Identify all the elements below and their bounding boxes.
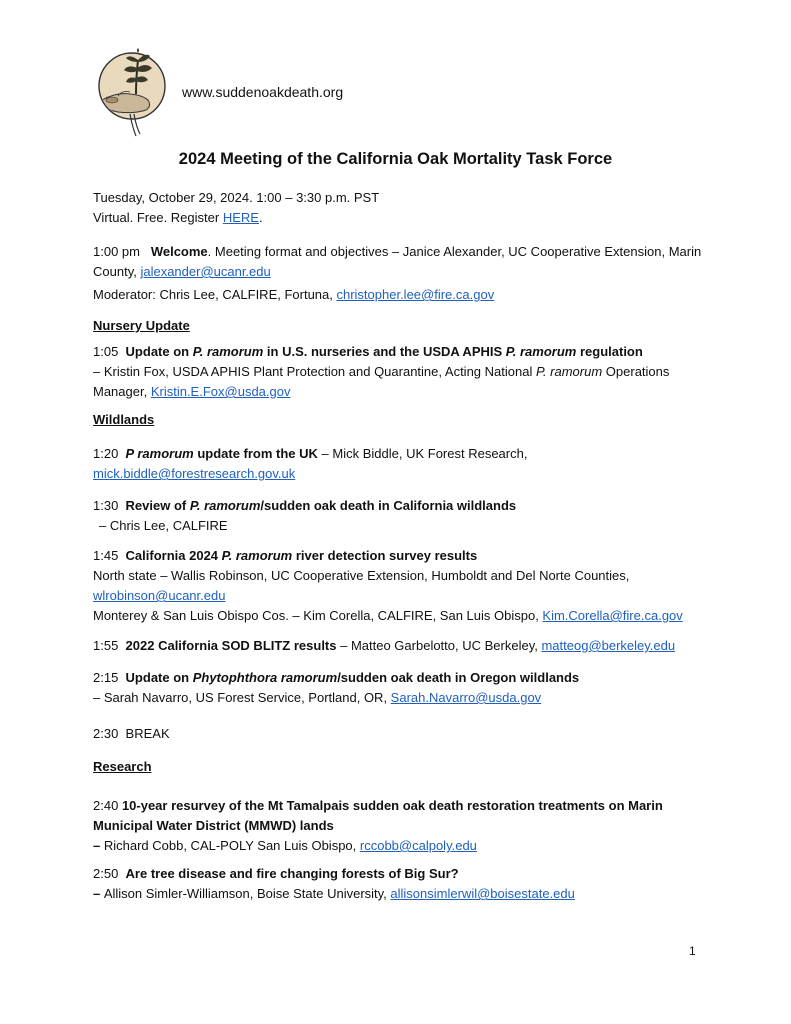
event-date: Tuesday, October 29, 2024. 1:00 – 3:30 p.m. PST (93, 190, 380, 205)
email-link[interactable]: Sarah.Navarro@usda.gov (390, 690, 542, 705)
agenda-time: 2:30 (93, 726, 119, 741)
agenda-item-215 (93, 668, 703, 708)
email-link[interactable]: christopher.lee@fire.ca.gov (336, 287, 495, 302)
agenda-time: 1:55 (93, 638, 119, 653)
agenda-title: Review of P. ramorum/sudden oak death in California wildlands (125, 498, 517, 513)
agenda-title: 10-year resurvey of the Mt Tamalpais sudden oak death restoration treatments on Marin Municipal Water District (MMWD) lands (93, 798, 663, 833)
agenda-speaker: – Kristin Fox, USDA APHIS Plant Protection and Quarantine, Acting National P. ramorum Operations Manager, Kristin.E.Fox@usda.gov (93, 364, 670, 399)
agenda-item-130 (93, 496, 703, 536)
section-heading-research: Research (93, 759, 152, 774)
agenda-time: 1:20 (93, 446, 119, 461)
agenda-speaker: Monterey & San Luis Obispo Cos. – Kim Corella, CALFIRE, San Luis Obispo, (93, 608, 543, 623)
agenda-speaker: . Meeting format and objectives – Janice Alexander, UC Cooperative Extension, Marin County, (93, 244, 702, 279)
agenda-item-240 (93, 796, 703, 856)
agenda-time: 1:05 (93, 344, 119, 359)
agenda-title: California 2024 P. ramorum river detection survey results (125, 548, 478, 563)
event-registration (93, 208, 703, 228)
email-link[interactable]: allisonsimlerwil@boisestate.edu (390, 886, 575, 901)
agenda-item-welcome (93, 242, 703, 282)
agenda-speaker: – Chris Lee, CALFIRE (99, 518, 228, 533)
agenda-item-105 (93, 342, 703, 402)
agenda-item-145 (93, 546, 703, 626)
agenda-time: 1:00 pm (93, 244, 140, 259)
agenda-time: 2:15 (93, 670, 119, 685)
registration-text: Virtual. Free. Register (93, 210, 223, 225)
agenda-item-155 (93, 636, 703, 656)
email-link[interactable]: mick.biddle@forestresearch.gov.uk (93, 466, 296, 481)
moderator-text: Moderator: Chris Lee, CALFIRE, Fortuna, (93, 287, 337, 302)
agenda-time: 1:45 (93, 548, 119, 563)
page-title: 2024 Meeting of the California Oak Mortality Task Force (178, 150, 613, 168)
agenda-time: 2:40 (93, 798, 119, 813)
agenda-speaker: North state – Wallis Robinson, UC Cooperative Extension, Humboldt and Del Norte Counties, (93, 568, 630, 583)
section-heading-nursery: Nursery Update (93, 318, 190, 333)
agenda-title: P ramorum update from the UK (125, 446, 318, 461)
moderator (93, 285, 703, 305)
agenda-item-250 (93, 864, 703, 904)
agenda-item-120 (93, 444, 703, 484)
welcome-text (93, 242, 703, 282)
website-url[interactable]: www.suddenoakdeath.org (182, 84, 344, 100)
agenda-speaker: – Allison Simler-Williamson, Boise State University, allisonsimlerwil@boisestate.edu (93, 886, 575, 901)
oak-seedling-in-hand-logo (96, 48, 168, 138)
email-link[interactable]: Kim.Corella@fire.ca.gov (542, 608, 683, 623)
event-info (93, 188, 703, 228)
agenda-speaker: – Mick Biddle, UK Forest Research, (317, 446, 528, 461)
agenda-title: BREAK (125, 726, 170, 741)
agenda-time: 2:50 (93, 866, 119, 881)
section-heading-wildlands: Wildlands (93, 412, 155, 427)
agenda-title: Update on P. ramorum in U.S. nurseries and the USDA APHIS P. ramorum regulation (125, 344, 643, 359)
agenda-title: Update on Phytophthora ramorum/sudden oak death in Oregon wildlands (125, 670, 580, 685)
register-link[interactable]: HERE (222, 210, 259, 225)
agenda-time: 1:30 (93, 498, 119, 513)
agenda-title: Are tree disease and fire changing forests of Big Sur? (125, 866, 459, 881)
email-link[interactable]: jalexander@ucanr.edu (140, 264, 271, 279)
agenda-speaker: – Matteo Garbelotto, UC Berkeley, (336, 638, 542, 653)
agenda-item-230 (93, 724, 703, 744)
agenda-speaker: – Sarah Navarro, US Forest Service, Portland, OR, (93, 690, 391, 705)
email-link[interactable]: Kristin.E.Fox@usda.gov (150, 384, 291, 399)
agenda-heading: Welcome (150, 244, 208, 259)
agenda-speaker: – Richard Cobb, CAL-POLY San Luis Obispo, rccobb@calpoly.edu (93, 838, 477, 853)
page-number: 1 (689, 944, 696, 958)
email-link[interactable]: matteog@berkeley.edu (541, 638, 676, 653)
registration-suffix: . (258, 210, 263, 225)
email-link[interactable]: wlrobinson@ucanr.edu (93, 588, 226, 603)
agenda-title: 2022 California SOD BLITZ results (125, 638, 337, 653)
email-link[interactable]: rccobb@calpoly.edu (359, 838, 477, 853)
